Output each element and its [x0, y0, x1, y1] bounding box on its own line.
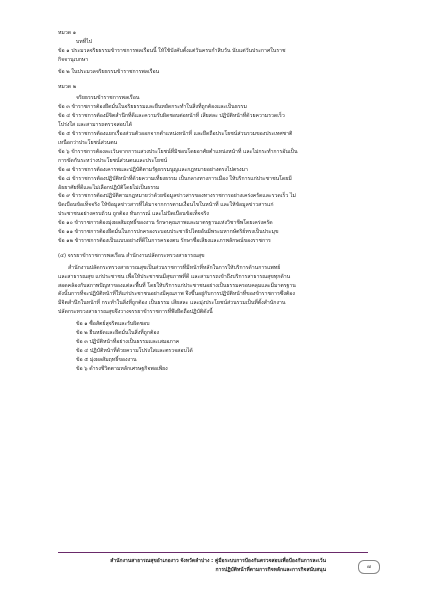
text-line: ดังนั้นการที่จะปฏิบัติหน้าที่ให้แก่ประชาชนอย่างมีคุณภาพ จึงขึ้นอยู่กับการปฏิบัติหน้าที่ของข้าราชการซึ่งต้อง	[58, 291, 295, 298]
text-line: บทที่ไป	[76, 38, 93, 45]
text-line: ข้อ ๑ ประมวลจริยธรรมข้าราชการพลเรือนนี้ ให้ใช้บังคับตั้งแต่วันครบกำสิบวัน นับแต่วันประกาศในราช	[58, 47, 286, 54]
text-line: ข้อ ๒ ยืนหยัดและยึดมั่นในสิ่งที่ถูกต้อง	[76, 330, 159, 337]
text-line: ข้อ ๙ ข้าราชการต้องปฏิบัติตามกฎหมายว่าด้วยข้อมูลข่าวสารของทางราชการอย่างเคร่งครัดและรวดเร็ว ไม่	[58, 193, 296, 200]
text-line: ข้อ ๔ ปฏิบัติหน้าที่ด้วยความโปร่งใสและตรวจสอบได้	[76, 347, 193, 354]
text-line: ข้อ ๕ ข้าราชการต้องแยกเรื่องส่วนตัวออกจากตำแหน่งหน้าที่ และยึดถือประโยชน์ส่วนรวมของประเทศชาติ	[58, 131, 293, 138]
footer-line-1: สำนักงานสาธารณสุขอำเภองาว จังหวัดลำปาง : คู่มือระบบการป้องกันตรวจสอบเพื่อป้องกันการละเว้น	[110, 558, 326, 564]
text-line: ประชาชนอย่างครบถ้วน ถูกต้อง ทันการณ์ และไม่บิดเบือนข้อเท็จจริง	[58, 211, 209, 218]
text-line: ข้อ ๓ ข้าราชการต้องยึดมั่นในจริยธรรมและยืนหยัดกระทำในสิ่งที่ถูกต้องและเป็นธรรม	[58, 104, 247, 111]
footer-rule	[58, 552, 368, 553]
text-line: สอดคล้องกับสภาพปัญหาของแต่ละพื้นที่ โดยให้บริการแก่ประชาชนอย่างเป็นธรรมครอบคลุมและมีมาตรฐาน	[58, 282, 296, 289]
text-line: จริยธรรมข้าราชการพลเรือน	[76, 95, 140, 102]
footer-text	[110, 557, 326, 575]
text-line: มีจิตสำนึกในหน้าที่ กระทำในสิ่งที่ถูกต้อง เป็นธรรม เสียสละ และมุ่งประโยชน์ส่วนรวมเป็นที่ตั้งสำนักงาน	[58, 300, 286, 307]
document-body	[58, 29, 370, 374]
text-line: ข้อ ๑๐ ข้าราชการต้องมุ่งผลสัมฤทธิ์ของงาน รักษาคุณภาพและมาตรฐานแห่งวิชาชีพโดยเคร่งครัด	[58, 220, 273, 227]
text-line: ข้อ ๔ ข้าราชการต้องมีจิตสำนึกที่ดีและความรับผิดชอบต่อหน้าที่ เสียสละ ปฏิบัติหน้าที่ด้วยความรวดเร็ว	[58, 113, 285, 120]
text-line: หมวด ๒	[58, 83, 77, 90]
text-line: ข้อ ๑ ซื่อสัตย์สุจริตและรับผิดชอบ	[76, 321, 150, 328]
page-number: ๗	[358, 560, 380, 574]
text-line: ข้อ ๓ ปฏิบัติหน้าที่อย่างเป็นธรรมและเสมอภาค	[76, 339, 180, 345]
text-line: เหนือกว่าประโยชน์ส่วนตน	[58, 139, 118, 146]
text-line: ข้อ ๑๑ ข้าราชการต้องยึดมั่นในการปกครองระบอบประชาธิปไตยอันมีพระมหากษัตริย์ทรงเป็นประมุข	[58, 229, 279, 236]
text-line: (๔) จรรยาข้าราชการพลเรือน สำนักงานปลัดกระทรวงสาธารณสุข	[58, 252, 205, 259]
text-line: บิดเบือนข้อเท็จจริง ให้ข้อมูลข่าวสารที่ได้มาจากการตามเงื่อนไขในหน้าที่ และให้ข้อมูลข่าวสารแก่	[58, 202, 274, 209]
footer-line-2: การปฏิบัติหน้าที่ตามการกิจหลักและการกิจสนับสนุน	[215, 567, 326, 573]
text-line: ข้อ ๒ ในประมวลจริยธรรมข้าราชการพลเรือน	[58, 68, 160, 75]
text-line: อัธยาศัยที่ดีและไม่เลือกปฏิบัติโดยไม่เป็นธรรม	[58, 184, 160, 191]
text-line: ข้อ ๖ ข้าราชการต้องละเว้นจากการแสวงประโยชน์ที่มิชอบโดยอาศัยตำแหน่งหน้าที่ และไม่กระทำการอันเป็น	[58, 148, 298, 155]
text-line: ข้อ ๖ ดำรงชีวิตตามหลักเศรษฐกิจพอเพียง	[76, 365, 168, 372]
text-line: และสาธารณสุข แก่ประชาชน เพื่อให้ประชาชนมีสุขภาพที่ดี และสามารถเข้าถึงบริการสาธารณสุขทุกด้าน	[58, 273, 291, 280]
page-footer	[58, 552, 371, 573]
text-line: สำนักงานปลัดกระทรวงสาธารณสุขเป็นส่วนราชการที่มีหน้าที่หลักในการให้บริการด้านการแพทย์	[68, 264, 281, 271]
text-line: ปลัดกระทรวงสาธารณสุขจึงวางจรรยาข้าราชการที่พึงยึดถือปฏิบัติดังนี้	[58, 309, 213, 316]
text-line: หมวด ๑	[58, 30, 77, 36]
text-line: โปร่งใส และสามารถตรวจสอบได้	[58, 122, 133, 129]
text-line: การขัดกันระหว่างประโยชน์ส่วนตนและประโยชน์	[58, 157, 168, 164]
text-line: กิจจานุเบกษา	[58, 56, 89, 63]
text-line: ข้อ ๑๒ ข้าราชการต้องเป็นแบบอย่างที่ดีในการครองตน รักษาชื่อเสียงและภาพลักษณ์ของราชการ	[58, 237, 271, 244]
text-line: ข้อ ๕ มุ่งผลสัมฤทธิ์ของงาน	[76, 356, 137, 363]
text-line: ข้อ ๗ ข้าราชการต้องเคารพและปฏิบัติตามรัฐธรรมนูญและกฎหมายอย่างตรงไปตรงมา	[58, 166, 248, 173]
text-line: ข้อ ๘ ข้าราชการต้องปฏิบัติหน้าที่ด้วยความเที่ยงธรรม เป็นกลางทางการเมือง ให้บริการแก่ประชาชนโดยมี	[58, 175, 292, 182]
